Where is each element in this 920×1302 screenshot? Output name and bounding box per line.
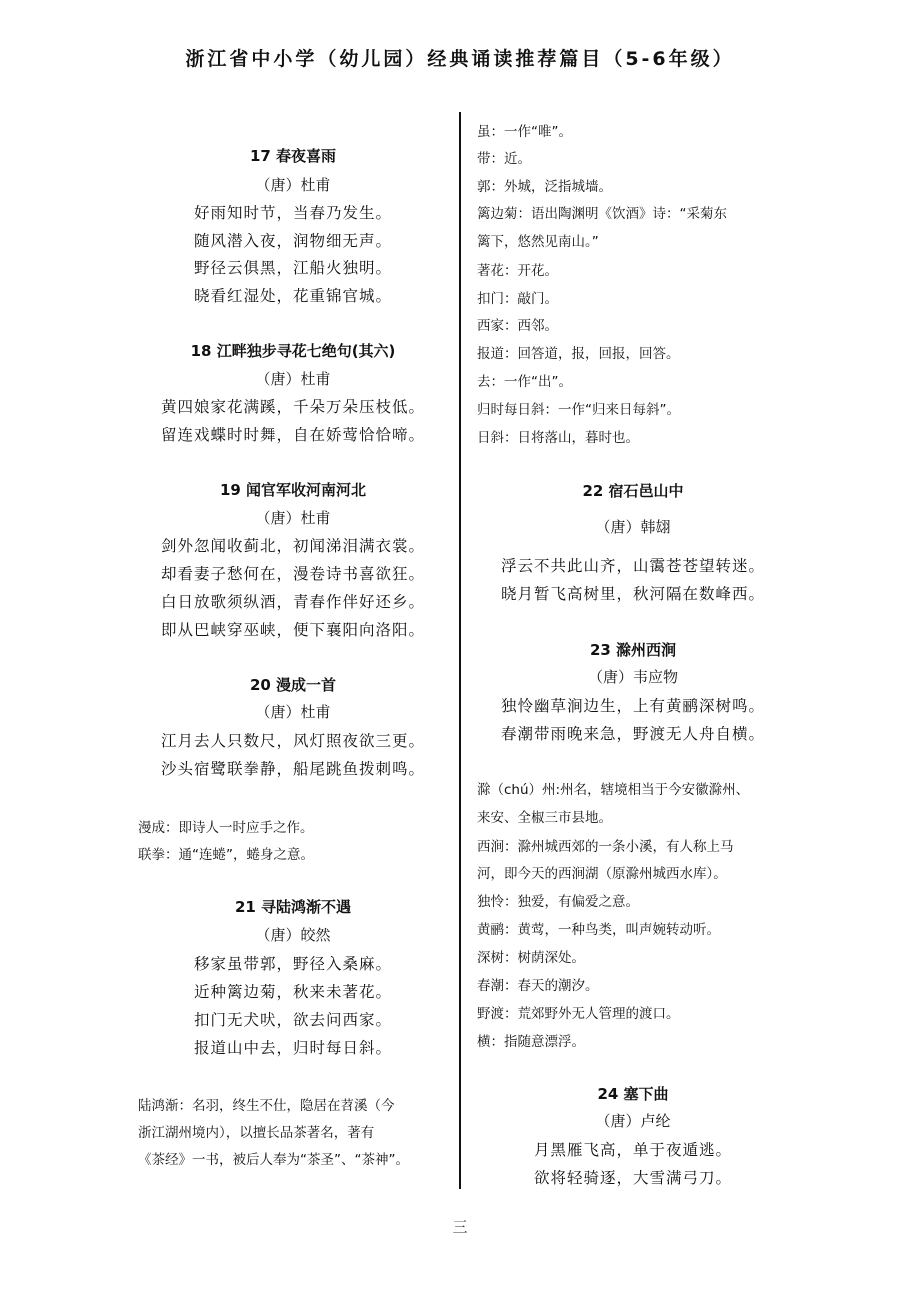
- note-line: 野渡：荒郊野外无人管理的渡口。: [477, 1006, 680, 1022]
- poem-title: 22 宿石邑山中: [582, 482, 684, 500]
- poem-line: 独怜幽草涧边生，上有黄鹂深树鸣。: [500, 697, 765, 715]
- note-line: 归时每日斜：一作“归来日每斜”。: [477, 402, 680, 418]
- poem-author: （唐）杜甫: [255, 176, 331, 194]
- poem-line: 剑外忽闻收蓟北，初闻涕泪满衣裳。: [160, 537, 425, 555]
- note-line: 春潮：春天的潮汐。: [477, 978, 599, 994]
- poem-author: （唐）卢纶: [595, 1112, 671, 1130]
- note-line: 西家：西邻。: [477, 318, 558, 334]
- page-title: 浙江省中小学（幼儿园）经典诵读推荐篇目（5-6年级）: [185, 48, 735, 70]
- poem-line: 黄四娘家花满蹊，千朵万朵压枝低。: [160, 398, 425, 416]
- poem-line: 即从巴峡穿巫峡，便下襄阳向洛阳。: [160, 621, 425, 639]
- poem-title: 20 漫成一首: [249, 676, 337, 694]
- poem-line: 近种篱边菊，秋来未著花。: [193, 983, 392, 1001]
- poem-author: （唐）杜甫: [255, 509, 331, 527]
- note-line: 浙江湖州境内），以擅长品茶著名，著有: [138, 1125, 375, 1141]
- note-line: 扣门：敲门。: [477, 291, 558, 307]
- poem-line: 野径云俱黑，江船火独明。: [193, 259, 392, 277]
- poem-author: （唐）韩翃: [595, 518, 671, 536]
- poem-line: 白日放歌须纵酒，青春作伴好还乡。: [160, 593, 425, 611]
- poem-line: 春潮带雨晚来急，野渡无人舟自横。: [500, 725, 765, 743]
- poem-title: 21 寻陆鸿渐不遇: [234, 898, 352, 916]
- note-line: 带：近。: [477, 151, 531, 167]
- note-line: 滁（chú）州:州名，辖境相当于今安徽滁州、: [477, 782, 750, 798]
- poem-line: 月黑雁飞高，单于夜遁逃。: [533, 1141, 732, 1159]
- poem-title: 24 塞下曲: [597, 1085, 669, 1103]
- poem-title: 17 春夜喜雨: [249, 147, 337, 165]
- poem-line: 报道山中去，归时每日斜。: [193, 1039, 392, 1057]
- poem-line: 随风潜入夜，润物细无声。: [193, 232, 392, 250]
- poem-line: 却看妻子愁何在，漫卷诗书喜欲狂。: [160, 565, 425, 583]
- poem-title: 18 江畔独步寻花七绝句(其六): [190, 342, 396, 360]
- note-line: 联拳：通“连蜷”，蜷身之意。: [138, 847, 314, 863]
- poem-line: 浮云不共此山齐，山霭苍苍望转迷。: [500, 557, 765, 575]
- note-line: 著花：开花。: [477, 263, 558, 279]
- note-line: 虽：一作“唯”。: [477, 124, 572, 140]
- note-line: 横：指随意漂浮。: [477, 1034, 585, 1050]
- poem-author: （唐）杜甫: [255, 370, 331, 388]
- poem-line: 欲将轻骑逐，大雪满弓刀。: [533, 1169, 732, 1187]
- note-line: 去：一作“出”。: [477, 374, 572, 390]
- poem-title: 23 滁州西涧: [589, 641, 677, 659]
- note-line: 来安、全椒三市县地。: [477, 810, 612, 826]
- note-line: 篱下，悠然见南山。”: [477, 234, 599, 250]
- poem-line: 沙头宿鹭联拳静，船尾跳鱼拨刺鸣。: [160, 760, 425, 778]
- poem-author: （唐）杜甫: [255, 703, 331, 721]
- poem-line: 晓看红湿处，花重锦官城。: [193, 287, 392, 305]
- note-line: 黄鹂：黄莺，一种鸟类，叫声婉转动听。: [477, 922, 720, 938]
- note-line: 报道：回答道，报，回报，回答。: [477, 346, 680, 362]
- poem-author: （唐）皎然: [255, 926, 331, 944]
- poem-author: （唐）韦应物: [587, 668, 678, 686]
- column-divider: [459, 112, 461, 1189]
- page-number: 三: [452, 1218, 468, 1236]
- poem-line: 留连戏蝶时时舞，自在娇莺恰恰啼。: [160, 426, 425, 444]
- poem-line: 晓月暂飞高树里，秋河隔在数峰西。: [500, 585, 765, 603]
- poem-line: 移家虽带郭，野径入桑麻。: [193, 955, 392, 973]
- note-line: 日斜：日将落山，暮时也。: [477, 430, 639, 446]
- note-line: 篱边菊：语出陶渊明《饮酒》诗：“采菊东: [477, 206, 727, 222]
- note-line: 郭：外城，泛指城墙。: [477, 179, 612, 195]
- note-line: 陆鸿渐：名羽，终生不仕，隐居在苕溪（今: [138, 1098, 395, 1114]
- note-line: 漫成：即诗人一时应手之作。: [138, 820, 314, 836]
- note-line: 独怜：独爱，有偏爱之意。: [477, 894, 639, 910]
- note-line: 河，即今天的西涧湖（原滁州城西水库）。: [477, 866, 727, 882]
- note-line: 深树：树荫深处。: [477, 950, 585, 966]
- poem-line: 好雨知时节，当春乃发生。: [193, 204, 392, 222]
- poem-title: 19 闻官军收河南河北: [219, 481, 367, 499]
- note-line: 西涧：滁州城西郊的一条小溪，有人称上马: [477, 839, 734, 855]
- poem-line: 扣门无犬吠，欲去问西家。: [193, 1011, 392, 1029]
- poem-line: 江月去人只数尺，风灯照夜欲三更。: [160, 732, 425, 750]
- note-line: 《茶经》一书，被后人奉为“茶圣”、“茶神”。: [138, 1152, 409, 1168]
